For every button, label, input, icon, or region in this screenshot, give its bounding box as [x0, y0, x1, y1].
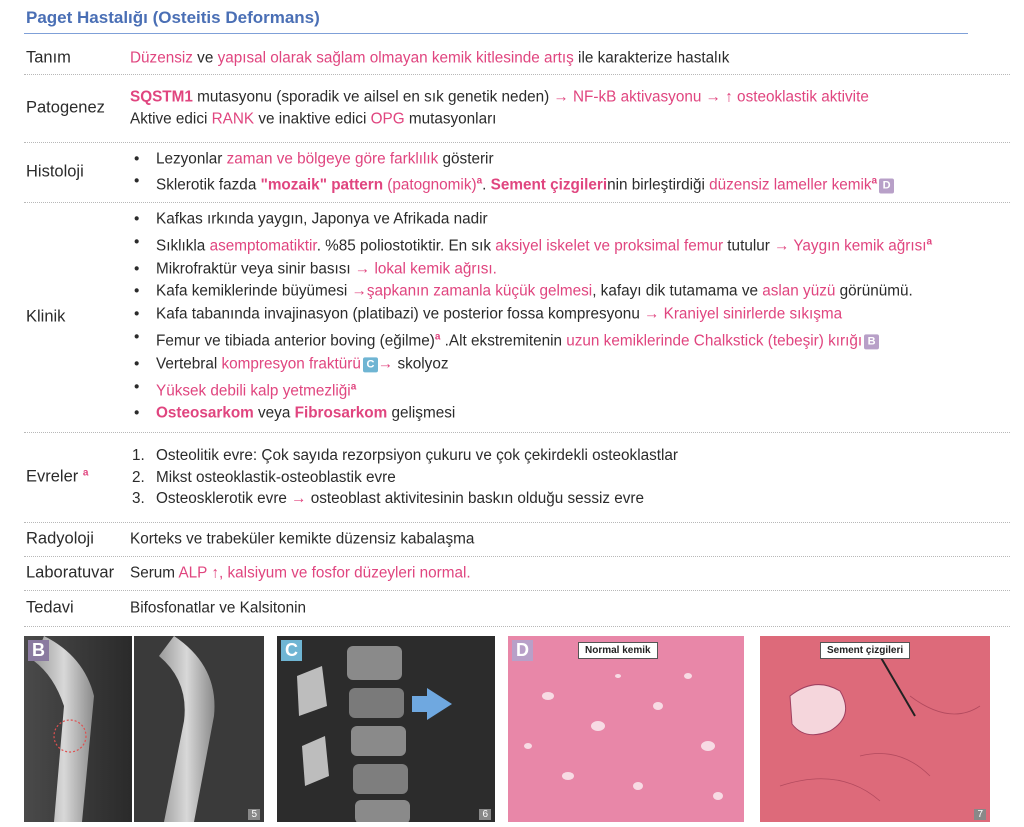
row-evreler — [24, 432, 1010, 523]
highlight: ALP — [178, 564, 208, 582]
row-tedavi — [24, 590, 1010, 627]
text: mutasyonları — [404, 110, 497, 127]
text: Mikrofraktür veya sinir basısı — [156, 260, 355, 278]
histology-cement-illustration — [760, 636, 990, 822]
list-item — [130, 326, 1006, 353]
text: ve — [192, 49, 218, 67]
arrow-icon: → ↑ — [705, 88, 733, 106]
row-content — [130, 208, 1006, 425]
text: gösterir — [438, 150, 494, 168]
row-content: Korteks ve trabeküler kemikte düzensiz kabalaşma — [130, 530, 475, 548]
highlight: "mozaik" pattern — [260, 176, 384, 193]
highlight: kompresyon fraktürü — [221, 355, 361, 373]
row-radyoloji — [24, 522, 1010, 557]
text: veya — [253, 404, 295, 422]
highlight: (patognomik) — [383, 176, 477, 193]
row-content — [130, 562, 1006, 584]
highlight: zaman ve bölgeye göre farklılık — [226, 150, 439, 168]
bullet-list — [130, 208, 1006, 425]
panel-number: 5 — [248, 809, 260, 820]
figure-tag: C — [363, 357, 378, 372]
row-content — [130, 47, 1006, 69]
label-text: Evreler — [26, 467, 79, 486]
title-divider — [24, 33, 968, 34]
highlight: Kraniyel sinirlerde sıkışma — [659, 305, 843, 323]
text: ile karakterize hastalık — [573, 49, 730, 67]
highlight: düzensiz lameller kemik — [709, 176, 872, 193]
highlight: Osteosarkom — [156, 404, 254, 422]
highlight: OPG — [370, 110, 405, 127]
image-callout: Sement çizgileri — [820, 642, 910, 659]
text: tutulur — [723, 237, 775, 255]
row-patogenez — [24, 74, 1010, 143]
highlight: uzun kemiklerinde Chalkstick (tebeşir) kırığı — [566, 332, 863, 350]
superscript-mark: a — [434, 331, 441, 343]
item-number: 3. — [132, 489, 145, 507]
ct-spine-illustration — [277, 636, 495, 822]
ct-spine-image — [277, 636, 495, 822]
text: Kafa kemiklerinde büyümesi — [156, 282, 352, 300]
text: Lezyonlar — [156, 150, 227, 168]
text: .Alt ekstremitenin — [440, 332, 567, 350]
arrow-icon: → — [774, 237, 790, 255]
superscript-mark: a — [926, 236, 933, 248]
text: Femur ve tibiada anterior boving (eğilme) — [156, 332, 435, 350]
highlight: Yüksek debili kalp yetmezliği — [156, 381, 351, 399]
text: Serum — [130, 564, 179, 582]
row-klinik — [24, 202, 1010, 433]
text: skolyoz — [393, 355, 449, 373]
xray-femur-illustration — [24, 636, 264, 822]
superscript-mark: a — [476, 175, 483, 186]
text: nin birleştirdiği — [607, 176, 710, 193]
item-number: 2. — [132, 468, 145, 486]
list-item — [130, 488, 1006, 510]
histology-normal-image — [508, 636, 744, 822]
row-content — [130, 87, 1006, 130]
arrow-icon: → — [291, 489, 307, 507]
highlight: NF-kB aktivasyonu — [568, 88, 706, 106]
list-item — [130, 466, 1006, 488]
row-content: Bifosfonatlar ve Kalsitonin — [130, 599, 307, 617]
arrow-icon: → — [377, 355, 394, 373]
list-item — [130, 281, 1006, 304]
figure-panels — [24, 636, 990, 822]
arrow-icon: → — [644, 305, 660, 323]
text: Sklerotik fazda — [156, 176, 261, 193]
arrow-icon: → — [354, 260, 371, 278]
highlight: →şapkanın zamanla küçük gelmesi — [351, 282, 593, 300]
highlight: Yaygın kemik ağrısı — [789, 237, 927, 255]
list-item — [130, 208, 1006, 231]
row-label: Klinik — [26, 307, 66, 326]
line — [130, 87, 1006, 109]
row-label: Laboratuvar — [26, 563, 115, 582]
text: , kafayı dik tutamama ve — [592, 282, 763, 300]
row-label: Tedavi — [26, 598, 74, 617]
panel-letter: C — [281, 640, 302, 661]
highlight: Düzensiz — [130, 49, 193, 67]
superscript-mark: a — [82, 467, 89, 479]
histology-cement-image — [760, 636, 990, 822]
text: mutasyonu (sporadik ve ailsel en sık genetik neden) — [192, 88, 554, 106]
histology-normal-illustration — [508, 636, 744, 822]
row-label: Tanım — [26, 48, 71, 67]
highlight: aksiyel iskelet ve proksimal femur — [495, 237, 724, 255]
highlight: RANK — [211, 110, 255, 127]
list-item — [130, 304, 1006, 327]
numbered-list — [130, 445, 1006, 510]
highlight: asemptomatiktir — [209, 237, 317, 255]
panel-letter: D — [512, 640, 533, 661]
text: osteoblast aktivitesinin baskın olduğu sessiz evre — [306, 489, 645, 507]
text: Vertebral — [156, 355, 222, 373]
row-content — [130, 149, 1006, 196]
item-number: 1. — [132, 446, 145, 464]
row-content — [130, 445, 1006, 510]
row-label: Histoloji — [26, 162, 84, 181]
row-label: Patogenez — [26, 98, 105, 117]
figure-tag: B — [864, 334, 879, 349]
text: Kafkas ırkında yaygın, Japonya ve Afrikada nadir — [156, 210, 488, 228]
list-item — [130, 149, 1006, 171]
superscript-mark: a — [871, 175, 878, 186]
list-item — [130, 258, 1006, 281]
superscript-mark: a — [350, 380, 357, 392]
row-label — [26, 468, 88, 487]
highlight: Sement çizgileri — [490, 176, 608, 193]
text: Kafa tabanında invajinasyon (platibazi) ve posterior fossa kompresyonu — [156, 305, 645, 323]
highlight: , kalsiyum ve fosfor düzeyleri normal. — [219, 564, 471, 582]
text: görünümü. — [835, 282, 913, 300]
text: . — [482, 176, 491, 193]
highlight: yapısal olarak sağlam olmayan kemik kitlesinde artış — [217, 49, 574, 67]
row-histoloji — [24, 142, 1010, 203]
panel-letter: B — [28, 640, 49, 661]
highlight: Fibrosarkom — [294, 404, 388, 422]
xray-femur-image — [24, 636, 264, 822]
text: Osteosklerotik evre — [156, 489, 292, 507]
highlight: SQSTM1 — [130, 88, 193, 106]
list-item — [130, 376, 1006, 403]
panel-number: 7 — [974, 809, 986, 820]
row-tanim — [24, 42, 1010, 75]
highlight: osteoklastik aktivite — [732, 88, 869, 106]
panel-number: 6 — [479, 809, 491, 820]
image-callout: Normal kemik — [578, 642, 658, 659]
text: Mikst osteoklastik-osteoblastik evre — [156, 468, 396, 486]
list-item — [130, 403, 1006, 426]
page-title: Paget Hastalığı (Osteitis Deformans) — [26, 8, 320, 27]
row-laboratuvar — [24, 556, 1010, 591]
list-item — [130, 170, 1006, 196]
list-item — [130, 353, 1006, 376]
text: Osteolitik evre: Çok sayıda rezorpsiyon çukuru ve çok çekirdekli osteoklastlar — [156, 446, 679, 464]
figure-tag: D — [879, 178, 894, 193]
text: Sıklıkla — [156, 237, 210, 255]
bullet-list — [130, 149, 1006, 196]
highlight: aslan yüzü — [762, 282, 836, 300]
arrow-icon: → — [553, 88, 569, 106]
list-item — [130, 445, 1006, 467]
text: . %85 poliostotiktir. En sık — [316, 237, 496, 255]
list-item — [130, 231, 1006, 258]
text: Aktive edici — [130, 110, 212, 127]
text: ve inaktive edici — [254, 110, 371, 127]
highlight: lokal kemik ağrısı. — [370, 260, 497, 278]
text: gelişmesi — [387, 404, 456, 422]
arrow-up-icon: ↑ — [207, 564, 220, 582]
line — [130, 108, 1006, 130]
row-label: Radyoloji — [26, 529, 94, 548]
